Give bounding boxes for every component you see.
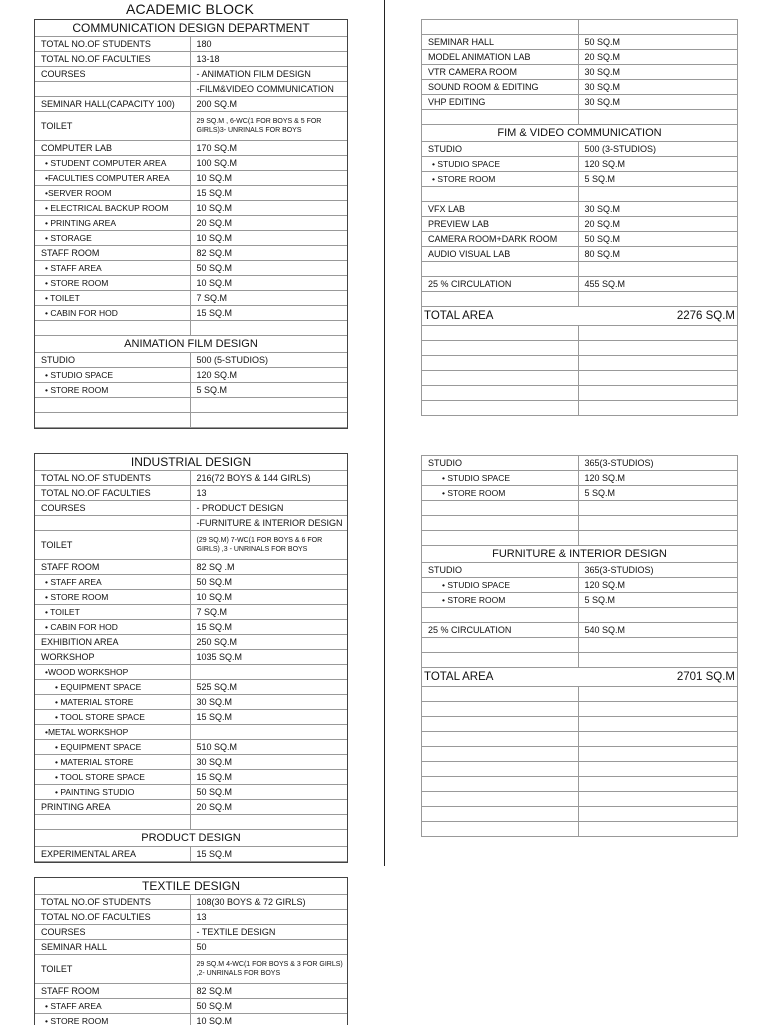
row-label [422, 653, 578, 668]
row-label [35, 815, 190, 830]
row-label: • TOILET [35, 605, 190, 620]
row-label: AUDIO VISUAL LAB [422, 247, 578, 262]
row-label: STAFF ROOM [35, 246, 190, 261]
row-label: • STAFF AREA [35, 261, 190, 276]
section-heading: COMMUNICATION DESIGN DEPARTMENT [35, 20, 347, 37]
table-row [35, 590, 347, 605]
row-label: • STORE ROOM [422, 172, 578, 187]
row-label: TOTAL NO.OF STUDENTS [35, 471, 190, 486]
row-value: 82 SQ.M [190, 246, 347, 261]
table-row [35, 112, 347, 141]
row-value: 5 SQ.M [578, 486, 737, 501]
section-heading: FURNITURE & INTERIOR DESIGN [422, 546, 737, 563]
table-row [35, 82, 347, 97]
table-row [35, 97, 347, 112]
row-label: COMPUTER LAB [35, 141, 190, 156]
row-label: STUDIO [422, 563, 578, 578]
table-row [422, 65, 737, 80]
total-row [422, 668, 737, 687]
table-row [35, 261, 347, 276]
table-row [422, 292, 737, 307]
table-row [35, 740, 347, 755]
table-row [35, 353, 347, 368]
row-label: • STORE ROOM [422, 486, 578, 501]
row-value: 170 SQ.M [190, 141, 347, 156]
industrial-table [34, 453, 348, 863]
row-value: 30 SQ.M [190, 695, 347, 710]
table-row [422, 516, 737, 531]
row-label: MODEL ANIMATION LAB [422, 50, 578, 65]
row-value: 10 SQ.M [190, 201, 347, 216]
row-value: 120 SQ.M [190, 368, 347, 383]
row-value: 10 SQ.M [190, 231, 347, 246]
row-value: (29 SQ.M) 7-WC(1 FOR BOYS & 6 FOR GIRLS) ,3 - UNRINALS FOR BOYS [190, 531, 347, 560]
column-divider [384, 0, 385, 866]
row-value: 29 SQ.M 4-WC(1 FOR BOYS & 3 FOR GIRLS) ,2- UNRINALS FOR BOYS [190, 955, 347, 984]
row-label: PRINTING AREA [35, 800, 190, 815]
row-label: TOTAL AREA [422, 668, 578, 687]
table-row [35, 955, 347, 984]
page-title: ACADEMIC BLOCK [34, 1, 346, 17]
table-row [35, 925, 347, 940]
table-row [35, 37, 347, 52]
table-row [35, 216, 347, 231]
textile-table [34, 877, 348, 1025]
table-row [35, 156, 347, 171]
row-label [422, 638, 578, 653]
table-row [422, 247, 737, 262]
table-row [422, 623, 737, 638]
table-row [422, 187, 737, 202]
row-value: 15 SQ.M [190, 186, 347, 201]
communication-continued-table [421, 19, 738, 416]
row-label [422, 516, 578, 531]
row-label: • STORAGE [35, 231, 190, 246]
row-value: 250 SQ.M [190, 635, 347, 650]
table-row [35, 695, 347, 710]
table-row [35, 276, 347, 291]
row-value: 30 SQ.M [578, 95, 737, 110]
row-value: 80 SQ.M [578, 247, 737, 262]
row-label: • CABIN FOR HOD [35, 306, 190, 321]
row-label: SOUND ROOM & EDITING [422, 80, 578, 95]
row-label: •SERVER ROOM [35, 186, 190, 201]
row-value: 29 SQ.M , 6-WC(1 FOR BOYS & 5 FOR GIRLS)3- UNRINALS FOR BOYS [190, 112, 347, 141]
row-label: TOTAL NO.OF STUDENTS [35, 37, 190, 52]
row-value: 15 SQ.M [190, 847, 347, 862]
section-heading: FIM & VIDEO COMMUNICATION [422, 125, 737, 142]
industrial-continued-table [421, 455, 738, 837]
row-label: EXHIBITION AREA [35, 635, 190, 650]
row-label: • STAFF AREA [35, 999, 190, 1014]
row-label: • STORE ROOM [35, 1014, 190, 1025]
row-value: 216(72 BOYS & 144 GIRLS) [190, 471, 347, 486]
row-value: 120 SQ.M [578, 471, 737, 486]
row-label: • PRINTING AREA [35, 216, 190, 231]
row-label: VTR CAMERA ROOM [422, 65, 578, 80]
table-row [35, 725, 347, 740]
row-value: 7 SQ.M [190, 291, 347, 306]
row-value: 108(30 BOYS & 72 GIRLS) [190, 895, 347, 910]
table-row [35, 680, 347, 695]
table-row [35, 815, 347, 830]
table-row [422, 563, 737, 578]
row-value: 365(3-STUDIOS) [578, 456, 737, 471]
row-value: 50 SQ.M [190, 261, 347, 276]
table-row [422, 608, 737, 623]
row-value: 30 SQ.M [578, 80, 737, 95]
table-row [422, 142, 737, 157]
table-row [35, 246, 347, 261]
row-value: 50 SQ.M [190, 999, 347, 1014]
row-value: 455 SQ.M [578, 277, 737, 292]
row-value: 5 SQ.M [190, 383, 347, 398]
table-row [35, 186, 347, 201]
row-value: 1035 SQ.M [190, 650, 347, 665]
table-row [422, 638, 737, 653]
table-row [35, 501, 347, 516]
table-row [422, 172, 737, 187]
row-value: 13 [190, 486, 347, 501]
table-row [35, 306, 347, 321]
row-value: 120 SQ.M [578, 157, 737, 172]
row-label: PREVIEW LAB [422, 217, 578, 232]
table-row [35, 52, 347, 67]
row-value [190, 815, 347, 830]
row-value: 500 (5-STUDIOS) [190, 353, 347, 368]
row-value: 510 SQ.M [190, 740, 347, 755]
table-row [35, 201, 347, 216]
row-label: • ELECTRICAL BACKUP ROOM [35, 201, 190, 216]
table-row [422, 95, 737, 110]
row-label [422, 187, 578, 202]
row-value: 82 SQ.M [190, 984, 347, 999]
section-heading: PRODUCT DESIGN [35, 830, 347, 847]
row-value: 20 SQ.M [578, 217, 737, 232]
row-value: 50 SQ.M [190, 575, 347, 590]
row-label: • MATERIAL STORE [35, 755, 190, 770]
row-label: • STORE ROOM [422, 593, 578, 608]
row-value: 5 SQ.M [578, 593, 737, 608]
row-label: •WOOD WORKSHOP [35, 665, 190, 680]
row-label: • STUDIO SPACE [35, 368, 190, 383]
row-label: SEMINAR HALL(CAPACITY 100) [35, 97, 190, 112]
row-label: CAMERA ROOM+DARK ROOM [422, 232, 578, 247]
row-value [190, 665, 347, 680]
table-row [35, 847, 347, 862]
table-row [35, 800, 347, 815]
row-label: TOTAL NO.OF FACULTIES [35, 910, 190, 925]
row-label: • STUDIO SPACE [422, 471, 578, 486]
communication-table [34, 19, 348, 429]
table-row [35, 999, 347, 1014]
row-value: 15 SQ.M [190, 770, 347, 785]
row-label [422, 531, 578, 546]
table-row [35, 291, 347, 306]
row-label: TOTAL NO.OF FACULTIES [35, 486, 190, 501]
row-label: • TOOL STORE SPACE [35, 710, 190, 725]
row-value: -FILM&VIDEO COMMUNICATION [190, 82, 347, 97]
row-value: 30 SQ.M [578, 65, 737, 80]
row-label: COURSES [35, 925, 190, 940]
row-value: 30 SQ.M [578, 202, 737, 217]
table-row [422, 501, 737, 516]
row-value: 5 SQ.M [578, 172, 737, 187]
table-row [422, 202, 737, 217]
table-row [35, 231, 347, 246]
row-value: 10 SQ.M [190, 1014, 347, 1025]
row-value [578, 501, 737, 516]
row-value: - ANIMATION FILM DESIGN [190, 67, 347, 82]
row-value: 10 SQ.M [190, 276, 347, 291]
row-value: - TEXTILE DESIGN [190, 925, 347, 940]
row-label [35, 516, 190, 531]
table-row [35, 650, 347, 665]
row-value: -FURNITURE & INTERIOR DESIGN [190, 516, 347, 531]
section-heading: ANIMATION FILM DESIGN [35, 336, 347, 353]
table-row [35, 770, 347, 785]
row-label: • STUDIO SPACE [422, 578, 578, 593]
row-label [422, 292, 578, 307]
row-label: TOTAL AREA [422, 307, 578, 326]
table-row [422, 471, 737, 486]
row-label: • TOILET [35, 291, 190, 306]
table-row [35, 383, 347, 398]
table-row [35, 665, 347, 680]
row-label: STUDIO [422, 142, 578, 157]
table-row [35, 620, 347, 635]
row-label: EXPERIMENTAL AREA [35, 847, 190, 862]
table-row [35, 605, 347, 620]
table-row [422, 653, 737, 668]
row-label: SEMINAR HALL [422, 35, 578, 50]
row-value: 100 SQ.M [190, 156, 347, 171]
table-row [35, 1014, 347, 1025]
row-value: 500 (3-STUDIOS) [578, 142, 737, 157]
row-value: 180 [190, 37, 347, 52]
row-value [578, 516, 737, 531]
row-label: •METAL WORKSHOP [35, 725, 190, 740]
row-value: 120 SQ.M [578, 578, 737, 593]
row-label: SEMINAR HALL [35, 940, 190, 955]
row-value: 10 SQ.M [190, 590, 347, 605]
row-label: STUDIO [35, 353, 190, 368]
row-value: 525 SQ.M [190, 680, 347, 695]
row-value [578, 638, 737, 653]
row-value: 540 SQ.M [578, 623, 737, 638]
row-label: • STAFF AREA [35, 575, 190, 590]
row-label: • STORE ROOM [35, 383, 190, 398]
row-value: 2701 SQ.M [578, 668, 737, 687]
table-row [35, 368, 347, 383]
row-value: 50 [190, 940, 347, 955]
row-value: 50 SQ.M [578, 35, 737, 50]
row-value: 15 SQ.M [190, 306, 347, 321]
table-row [422, 531, 737, 546]
row-label [422, 501, 578, 516]
row-label: • STORE ROOM [35, 276, 190, 291]
table-row [35, 486, 347, 501]
table-row [422, 486, 737, 501]
table-row [35, 895, 347, 910]
row-value: 2276 SQ.M [578, 307, 737, 326]
row-label: • STUDIO SPACE [422, 157, 578, 172]
table-row [422, 157, 737, 172]
row-value: 15 SQ.M [190, 710, 347, 725]
row-value [578, 187, 737, 202]
row-value: 15 SQ.M [190, 620, 347, 635]
row-value: 50 SQ.M [190, 785, 347, 800]
row-value: 365(3-STUDIOS) [578, 563, 737, 578]
total-row [422, 307, 737, 326]
row-value: 20 SQ.M [190, 800, 347, 815]
row-label: 25 % CIRCULATION [422, 623, 578, 638]
table-row [35, 710, 347, 725]
row-label: •FACULTIES COMPUTER AREA [35, 171, 190, 186]
row-value [578, 262, 737, 277]
row-label: • STORE ROOM [35, 590, 190, 605]
table-row [422, 80, 737, 95]
table-row [35, 67, 347, 82]
section-heading: TEXTILE DESIGN [35, 878, 347, 895]
row-value: - PRODUCT DESIGN [190, 501, 347, 516]
row-label [422, 608, 578, 623]
row-value: 30 SQ.M [190, 755, 347, 770]
row-label: TOILET [35, 955, 190, 984]
row-value [578, 292, 737, 307]
row-label [35, 82, 190, 97]
table-row [422, 50, 737, 65]
table-row [422, 217, 737, 232]
row-value [578, 653, 737, 668]
row-value: 50 SQ.M [578, 232, 737, 247]
row-label: • STUDENT COMPUTER AREA [35, 156, 190, 171]
row-label: TOTAL NO.OF FACULTIES [35, 52, 190, 67]
table-row [35, 531, 347, 560]
table-row [35, 560, 347, 575]
row-label: • TOOL STORE SPACE [35, 770, 190, 785]
row-value [578, 608, 737, 623]
row-value [578, 531, 737, 546]
row-value: 200 SQ.M [190, 97, 347, 112]
table-row [422, 456, 737, 471]
row-value: 13 [190, 910, 347, 925]
row-label: 25 % CIRCULATION [422, 277, 578, 292]
row-label: TOTAL NO.OF STUDENTS [35, 895, 190, 910]
table-row [422, 593, 737, 608]
table-row [35, 940, 347, 955]
row-label: • CABIN FOR HOD [35, 620, 190, 635]
row-label: • PAINTING STUDIO [35, 785, 190, 800]
row-label: WORKSHOP [35, 650, 190, 665]
table-row [35, 635, 347, 650]
row-value: 7 SQ.M [190, 605, 347, 620]
table-row [35, 910, 347, 925]
row-label: TOILET [35, 531, 190, 560]
row-label: STUDIO [422, 456, 578, 471]
table-row [35, 141, 347, 156]
table-row [35, 575, 347, 590]
row-value: 20 SQ.M [190, 216, 347, 231]
table-row [35, 516, 347, 531]
table-row [35, 984, 347, 999]
row-label: • MATERIAL STORE [35, 695, 190, 710]
table-row [422, 232, 737, 247]
row-value: 13-18 [190, 52, 347, 67]
row-label: COURSES [35, 67, 190, 82]
row-value [190, 725, 347, 740]
row-label: STAFF ROOM [35, 560, 190, 575]
table-row [35, 785, 347, 800]
row-label: COURSES [35, 501, 190, 516]
row-label: VHP EDITING [422, 95, 578, 110]
table-row [35, 171, 347, 186]
table-row [35, 471, 347, 486]
row-label: VFX LAB [422, 202, 578, 217]
row-value: 10 SQ.M [190, 171, 347, 186]
table-row [35, 755, 347, 770]
row-label [422, 262, 578, 277]
table-row [422, 277, 737, 292]
row-label: • EQUIPMENT SPACE [35, 680, 190, 695]
table-row [422, 262, 737, 277]
row-label: • EQUIPMENT SPACE [35, 740, 190, 755]
row-value: 82 SQ .M [190, 560, 347, 575]
table-row [422, 35, 737, 50]
row-label: STAFF ROOM [35, 984, 190, 999]
section-heading: INDUSTRIAL DESIGN [35, 454, 347, 471]
row-label: TOILET [35, 112, 190, 141]
row-value: 20 SQ.M [578, 50, 737, 65]
table-row [422, 578, 737, 593]
